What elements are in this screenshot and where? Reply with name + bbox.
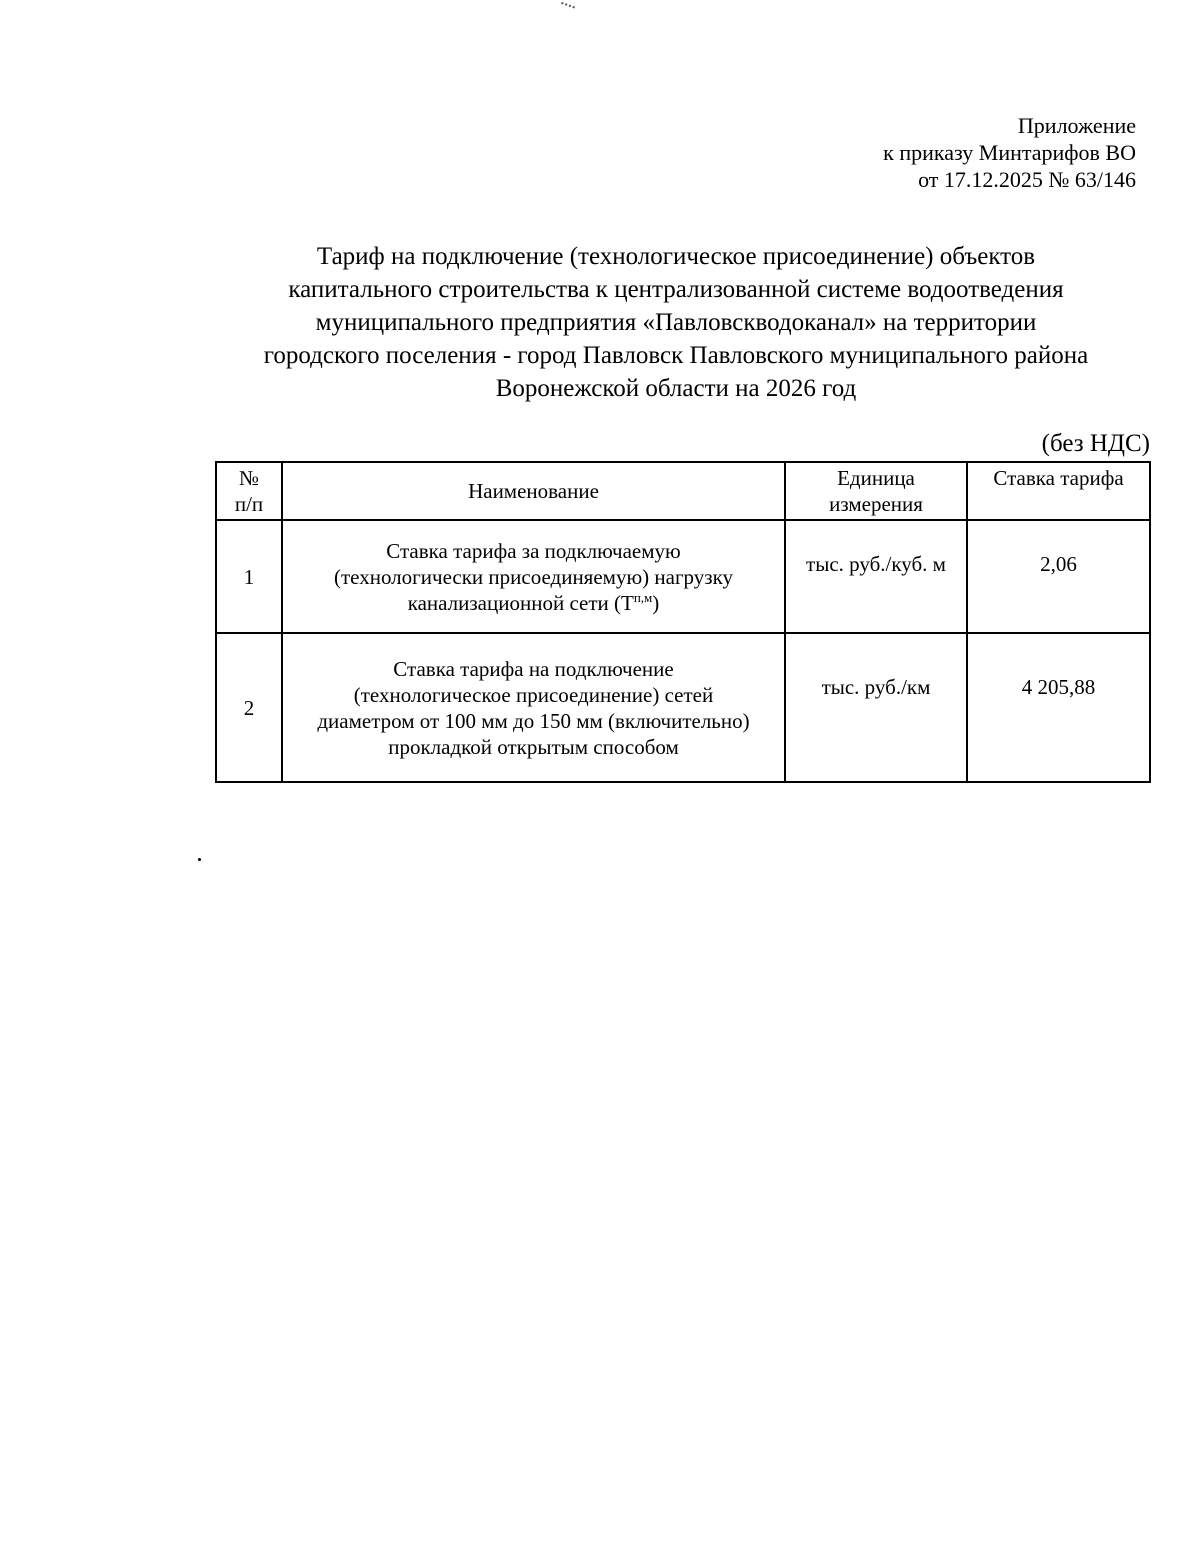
row-unit: тыс. руб./куб. м bbox=[785, 520, 967, 633]
scan-artifact bbox=[559, 2, 575, 14]
row-name-line-2: (технологически присоединяемую) нагрузку bbox=[334, 564, 733, 589]
row-name-line-4: прокладкой открытым способом bbox=[388, 734, 679, 759]
table-row bbox=[216, 520, 1150, 633]
header-rate: Ставка тарифа bbox=[967, 462, 1150, 520]
appendix-line-1: Приложение bbox=[1017, 113, 1136, 138]
row-name-line-1: Ставка тарифа на подключение bbox=[393, 656, 674, 681]
row-name bbox=[282, 633, 785, 782]
row-unit: тыс. руб./км bbox=[785, 633, 967, 782]
appendix-reference bbox=[716, 112, 1136, 193]
header-unit bbox=[785, 462, 967, 520]
document-title bbox=[200, 240, 1152, 405]
appendix-line-2: к приказу Минтарифов ВО bbox=[883, 140, 1136, 165]
table-row bbox=[216, 633, 1150, 782]
row-num: 1 bbox=[216, 520, 282, 633]
row-rate: 2,06 bbox=[967, 520, 1150, 633]
appendix-line-3: от 17.12.2025 № 63/146 bbox=[918, 167, 1136, 192]
vat-note: (без НДС) bbox=[1041, 430, 1150, 457]
header-num-line-2: п/п bbox=[234, 492, 264, 516]
title-line-1: Тариф на подключение (технологическое присоединение) объектов bbox=[316, 243, 1036, 270]
title-line-5: Воронежской области на 2026 год bbox=[495, 375, 857, 402]
row-name-line-1: Ставка тарифа за подключаемую bbox=[386, 538, 681, 563]
title-line-4: городского поселения - город Павловск Павловского муниципального района bbox=[263, 342, 1089, 369]
table-header-row bbox=[216, 462, 1150, 520]
tariff-table bbox=[215, 461, 1151, 783]
row-rate: 4 205,88 bbox=[967, 633, 1150, 782]
header-num-line-1: № bbox=[238, 466, 260, 490]
header-unit-line-2: измерения bbox=[829, 492, 923, 516]
row-name-line-3-end: ) bbox=[652, 590, 660, 615]
row-name bbox=[282, 520, 785, 633]
row-name-superscript: п,м bbox=[633, 589, 653, 605]
row-name-line-3 bbox=[285, 590, 782, 616]
header-num bbox=[216, 462, 282, 520]
row-name-line-3: диаметром от 100 мм до 150 мм (включительно) bbox=[317, 708, 750, 733]
title-line-2: капитального строительства к централизованной системе водоотведения bbox=[288, 276, 1064, 303]
row-name-line-2: (технологическое присоединение) сетей bbox=[353, 682, 714, 707]
row-name-line-3-text: канализационной сети (Т bbox=[407, 590, 634, 615]
scan-speck bbox=[198, 858, 201, 861]
title-line-3: муниципального предприятия «Павловскводоканал» на территории bbox=[315, 309, 1037, 336]
row-num: 2 bbox=[216, 633, 282, 782]
header-name: Наименование bbox=[282, 462, 785, 520]
header-unit-line-1: Единица bbox=[837, 466, 915, 490]
